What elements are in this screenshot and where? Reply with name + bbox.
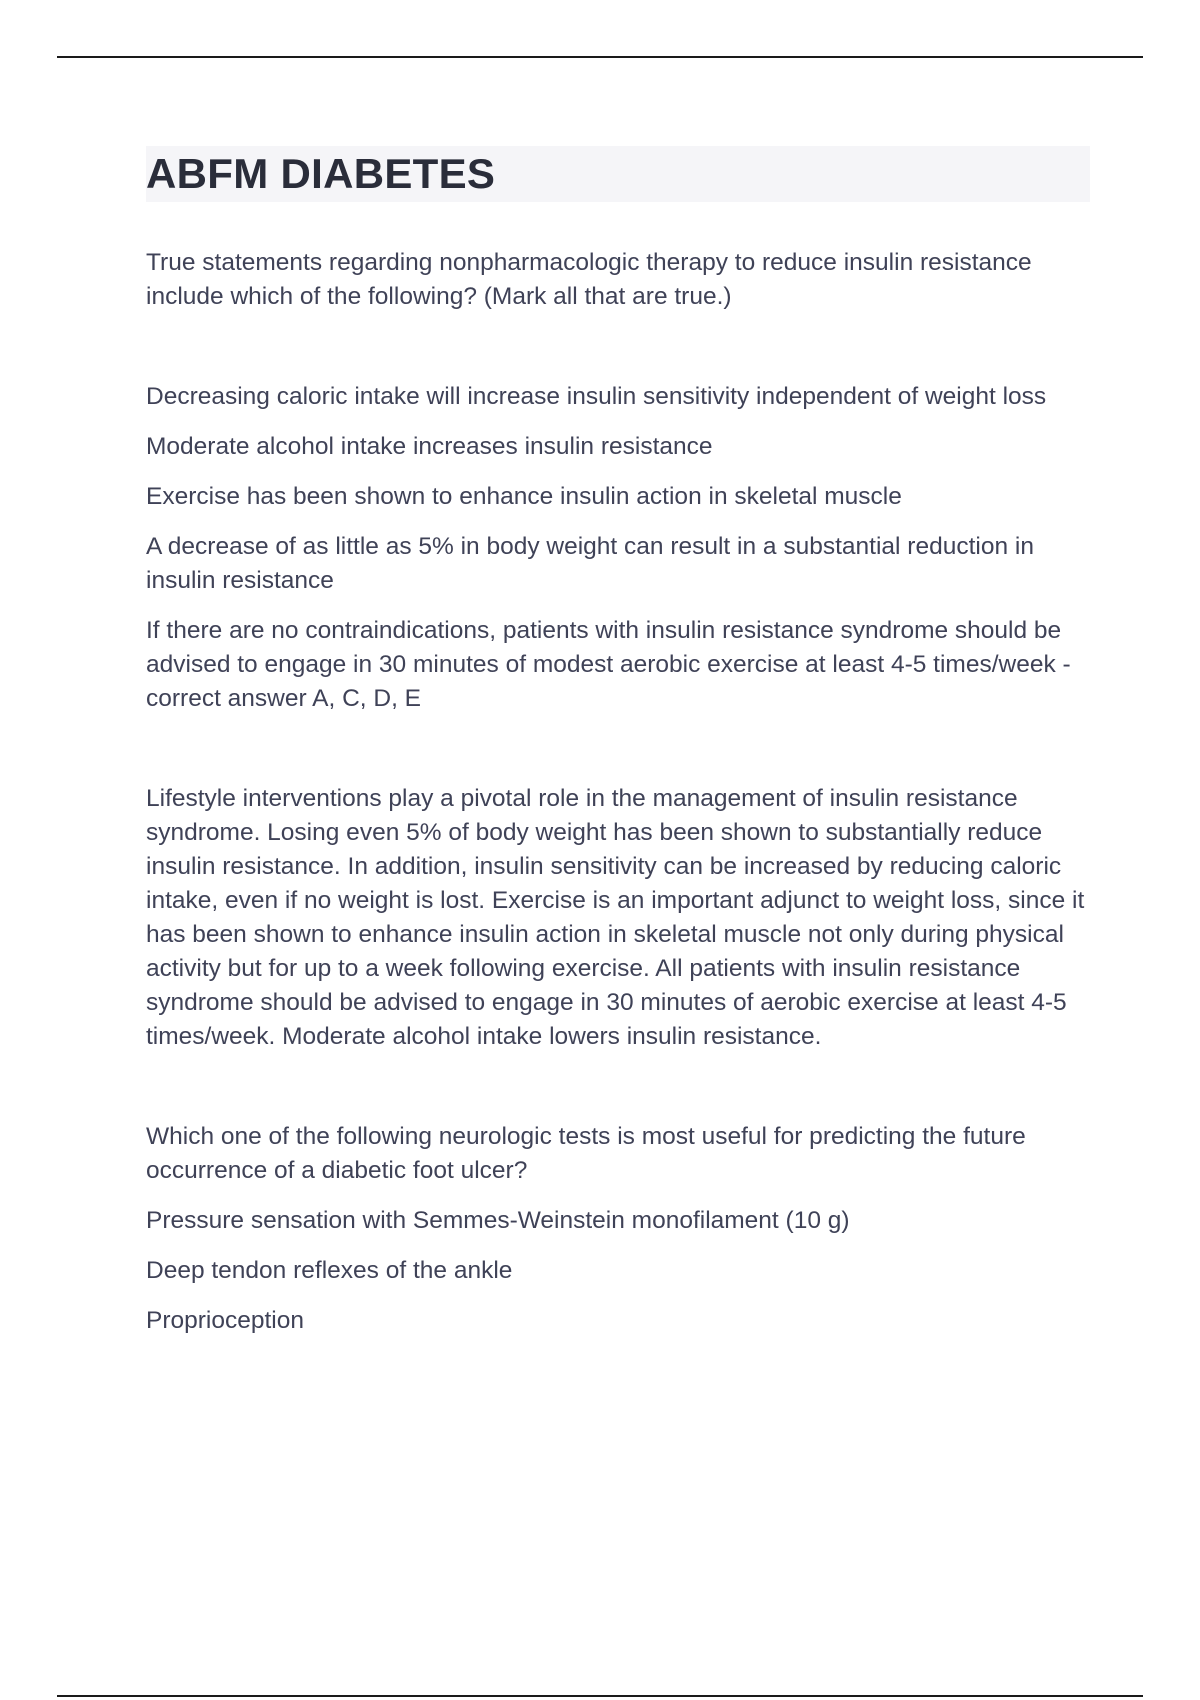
question-1-option-e: If there are no contraindications, patients with insulin resistance syndrome should be advised to engage in 30 minutes of modest aerobic exercise at least 4-5 times/week - correct answer A, C, D, E (146, 617, 1071, 712)
document-body (146, 146, 1090, 1354)
bottom-divider (57, 1695, 1143, 1697)
question-2-option-b: Deep tendon reflexes of the ankle (146, 1257, 513, 1284)
question-2-options (146, 1204, 1090, 1338)
question-2-option-a: Pressure sensation with Semmes-Weinstein monofilament (10 g) (146, 1207, 850, 1234)
question-1-option-b: Moderate alcohol intake increases insulin resistance (146, 433, 713, 460)
question-2-prompt: Which one of the following neurologic tests is most useful for predicting the future occurrence of a diabetic foot ulcer? (146, 1123, 1026, 1184)
question-2-option-c: Proprioception (146, 1307, 304, 1334)
question-1-explanation: Lifestyle interventions play a pivotal role in the management of insulin resistance syndrome. Losing even 5% of body weight has been shown to substantially reduce insulin resistance. In addition, insulin sensitivity can be increased by reducing caloric intake, even if no weight is lost. Exercise is an important adjunct to weight loss, since it has been shown to enhance insulin action in skeletal muscle not only during physical activity but for up to a week following exercise. All patients with insulin resistance syndrome should be advised to engage in 30 minutes of aerobic exercise at least 4-5 times/week. Moderate alcohol intake lowers insulin resistance. (146, 785, 1085, 1050)
title-banner (146, 146, 1090, 202)
question-1-prompt: True statements regarding nonpharmacologic therapy to reduce insulin resistance include which of the following? (Mark all that are true.) (146, 249, 1032, 310)
question-1-options (146, 380, 1090, 716)
question-1-option-d: A decrease of as little as 5% in body weight can result in a substantial reduction in insulin resistance (146, 533, 1034, 594)
question-1-option-c: Exercise has been shown to enhance insulin action in skeletal muscle (146, 483, 902, 510)
question-1-option-a: Decreasing caloric intake will increase insulin sensitivity independent of weight loss (146, 383, 1047, 410)
top-divider (57, 56, 1143, 58)
document-title: ABFM DIABETES (146, 150, 496, 197)
